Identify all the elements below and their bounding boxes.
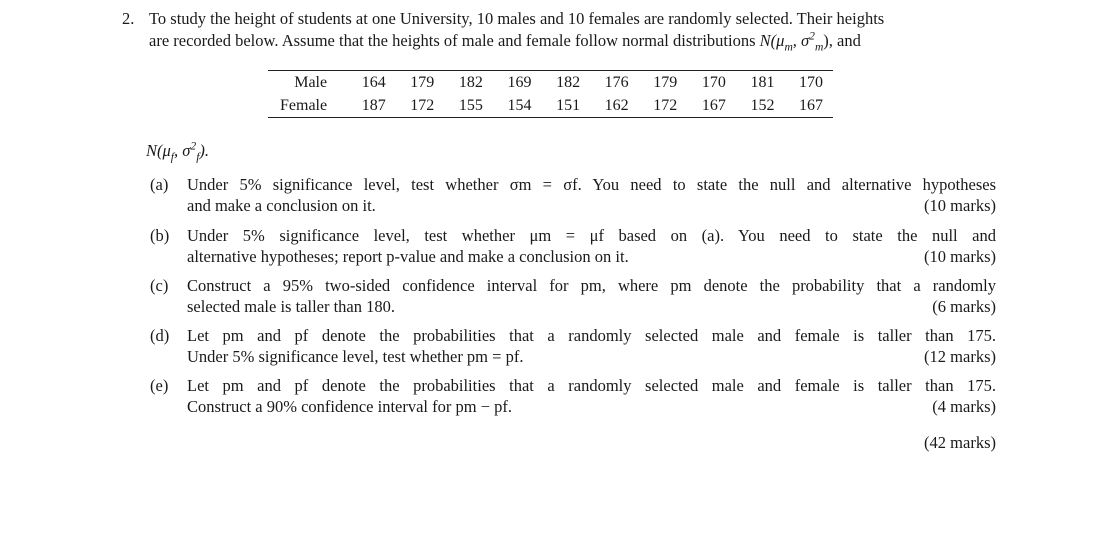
part-line-1: Construct a 95% two-sided confidence interval for pm, where pm denote the probability that a randomly [187,276,996,295]
part-marks: (12 marks) [924,347,996,366]
table-cell: 162 [604,96,629,114]
table-cell: 155 [458,96,483,114]
table-cell: 181 [750,73,775,91]
table-row [268,71,833,95]
part-label: (a) [150,175,169,194]
table-cell: 172 [653,96,678,114]
part-label: (b) [150,226,170,245]
table-cell: 179 [653,73,678,91]
table-cell: 164 [361,73,386,91]
part-line-2: and make a conclusion on it. [187,196,376,215]
part-line-2: Construct a 90% confidence interval for pm − pf. [187,397,512,416]
part-line-2: Under 5% significance level, test whether pm = pf. [187,347,524,366]
table-cell: 169 [507,73,532,91]
part-line-2: selected male is taller than 180. [187,297,396,316]
heights-table [268,70,833,118]
table-cell: 151 [556,96,581,114]
table-cell: 179 [410,73,435,91]
part-label: (d) [150,326,170,345]
table-cell: 172 [410,96,435,114]
part-marks: (10 marks) [924,196,996,215]
table-cell: 182 [458,73,483,91]
table-cell: 187 [361,96,386,114]
table-cell: 167 [701,96,726,114]
question-number: 2. [122,9,135,28]
table-cell: 167 [799,96,824,114]
table-cell: 176 [604,73,629,91]
part-marks: (6 marks) [932,297,996,316]
intro-line-1: To study the height of students at one University, 10 males and 10 females are randomly selected. Their heights [149,9,885,28]
table-cell: 152 [750,96,775,114]
part-marks: (10 marks) [924,247,996,266]
total-marks: (42 marks) [924,433,996,452]
table-cell: 170 [799,73,824,91]
intro-line-2: are recorded below. Assume that the heights of male and female follow normal distributions $N(\mu_m$, $\sigma^2_m$), and [149,30,861,54]
row-label: Male [294,73,328,91]
male-distribution: $N(\mu_m$, $\sigma^2_m$ [759,30,824,54]
part-line-1: Let pm and pf denote the probabilities that a randomly selected male and female is taller than 175. [187,326,996,345]
part-line-1: Under 5% significance level, test whether μm = μf based on (a). You need to state the null and [187,226,996,245]
part-label: (c) [150,276,169,295]
part-line-1: Under 5% significance level, test whether σm = σf. You need to state the null and alternative hypotheses [187,175,996,194]
intro-line-2-text: are recorded below. Assume that the heights of male and female follow normal distributions [149,31,756,50]
part-line-2: alternative hypotheses; report p-value and make a conclusion on it. [187,247,629,266]
row-label: Female [280,96,328,114]
part-line-1: Let pm and pf denote the probabilities that a randomly selected male and female is taller than 175. [187,376,996,395]
part-label: (e) [150,376,169,395]
female-distribution: $N(\mu_f$, $\sigma^2_f$). [146,140,210,164]
part-marks: (4 marks) [932,397,996,416]
table-cell: 182 [556,73,581,91]
table-cell: 170 [701,73,726,91]
table-row [268,94,833,118]
table-cell: 154 [507,96,532,114]
